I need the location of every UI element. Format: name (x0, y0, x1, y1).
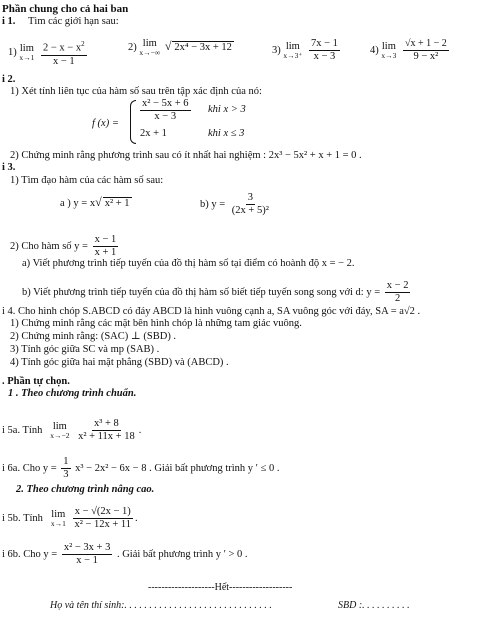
question-4-part-3: 3) Tính góc giữa SC và mp (SAB) . (10, 344, 160, 355)
question-2-part-2: 2) Chứng minh rằng phương trình sau có ít nhất hai nghiệm : 2x³ − 5x² + x + 1 = 0 . (10, 150, 362, 161)
question-3-part-1: 1) Tìm đạo hàm của các hàm số sau: (10, 175, 164, 186)
question-3-part-2b: b) Viết phương trình tiếp tuyến của đồ thị hàm số biết tiếp tuyến song song với d: y = $\frac{x - 2}{2}$ (22, 280, 409, 304)
function-label: f (x) = (92, 118, 119, 129)
limit-item-4: 4) lim x→3 $\frac{√x + 1 - 2}{\text{9 − x²}}$ (370, 38, 447, 62)
question-4-part-4: 4) Tính góc giữa hai mặt phẳng (SBD) và (ABCD) . (10, 357, 229, 368)
question-1-label: i 1. (2, 16, 16, 27)
end-marker: --------------------Hết------------------- (148, 582, 293, 593)
question-4-text: i 4. Cho hình chóp S.ABCD có đáy ABCD là hình vuông cạnh a, SA vuông góc với đáy, SA = a√2 . (2, 306, 421, 317)
question-5b: i 5b. Tính lim x→1 $\frac{x - √(2x - 1)}{\text{x² − 12x + 11}}$ . (2, 506, 138, 530)
advanced-program-title: 2. Theo chương trình nâng cao. (16, 484, 155, 495)
question-6a: i 6a. Cho y = $\frac{1}{3}$ x³ − 2x² − 6x − 8 . Giải bất phương trình y ′ ≤ 0 . (2, 456, 280, 480)
question-4-part-1: 1) Chứng minh rằng các mặt bên hình chóp là những tam giác vuông. (10, 318, 302, 329)
question-2-label: i 2. (2, 74, 16, 85)
question-3-part-2a: a) Viết phương trình tiếp tuyến của đồ thị hàm số tại điểm có hoành độ x = − 2. (22, 258, 355, 269)
derivative-b: b) y = $\frac{3}{\text{(2x + 5)²}}$ (200, 192, 269, 216)
question-2-part-1: 1) Xét tính liên tục của hàm số sau trên tập xác định của nó: (10, 86, 262, 97)
piecewise-brace (130, 100, 136, 144)
question-5a: i 5a. Tính lim x→−2 $\frac{\text{x³ + 8}}{\text{x² + 11x + 18}}$ . (2, 418, 142, 442)
derivative-a: a ) y = x√ x² + 1 (60, 195, 130, 209)
question-4-part-2: 2) Chứng minh rằng: (SAC) ⊥ (SBD) . (10, 331, 177, 342)
question-6b: i 6b. Cho y = $\frac{\text{x² − 3x + 3}}{x - 1}$ . Giải bất phương trình y ′ > 0 . (2, 542, 248, 566)
question-1-text: Tìm các giới hạn sau: (28, 16, 119, 27)
piecewise-case-2: 2x + 1 (140, 128, 167, 139)
limit-item-2: 2) lim x→−∞ √ 2x⁴ − 3x + 12 (128, 38, 232, 57)
candidate-number-line: SBD :. . . . . . . . . . (338, 600, 410, 611)
piecewise-condition-2: khi x ≤ 3 (208, 128, 245, 139)
standard-program-title: 1 . Theo chương trình chuẩn. (8, 388, 137, 399)
piecewise-case-1: $\frac{\text{x² − 5x + 6}}{x - 3}$ (142, 98, 189, 122)
section-title: Phần chung cho cả hai ban (2, 3, 129, 15)
question-3-part-2: 2) Cho hàm số y = $\frac{x - 1}{x + 1}$ (10, 234, 117, 258)
piecewise-condition-1: khi x > 3 (208, 104, 246, 115)
optional-section-title: . Phần tự chọn. (2, 376, 70, 387)
candidate-name-line: Họ và tên thí sinh:. . . . . . . . . . . . . . . . . . . . . . . . . . . . . . (50, 600, 272, 611)
limit-item-3: 3) lim x→3⁺ $\frac{7x - 1}{x - 3}$ (272, 38, 338, 62)
limit-item-1: 1) lim x→1 $\frac{2 - x - x^2}{x - 1}$ (8, 40, 85, 67)
question-3-label: i 3. (2, 162, 16, 173)
